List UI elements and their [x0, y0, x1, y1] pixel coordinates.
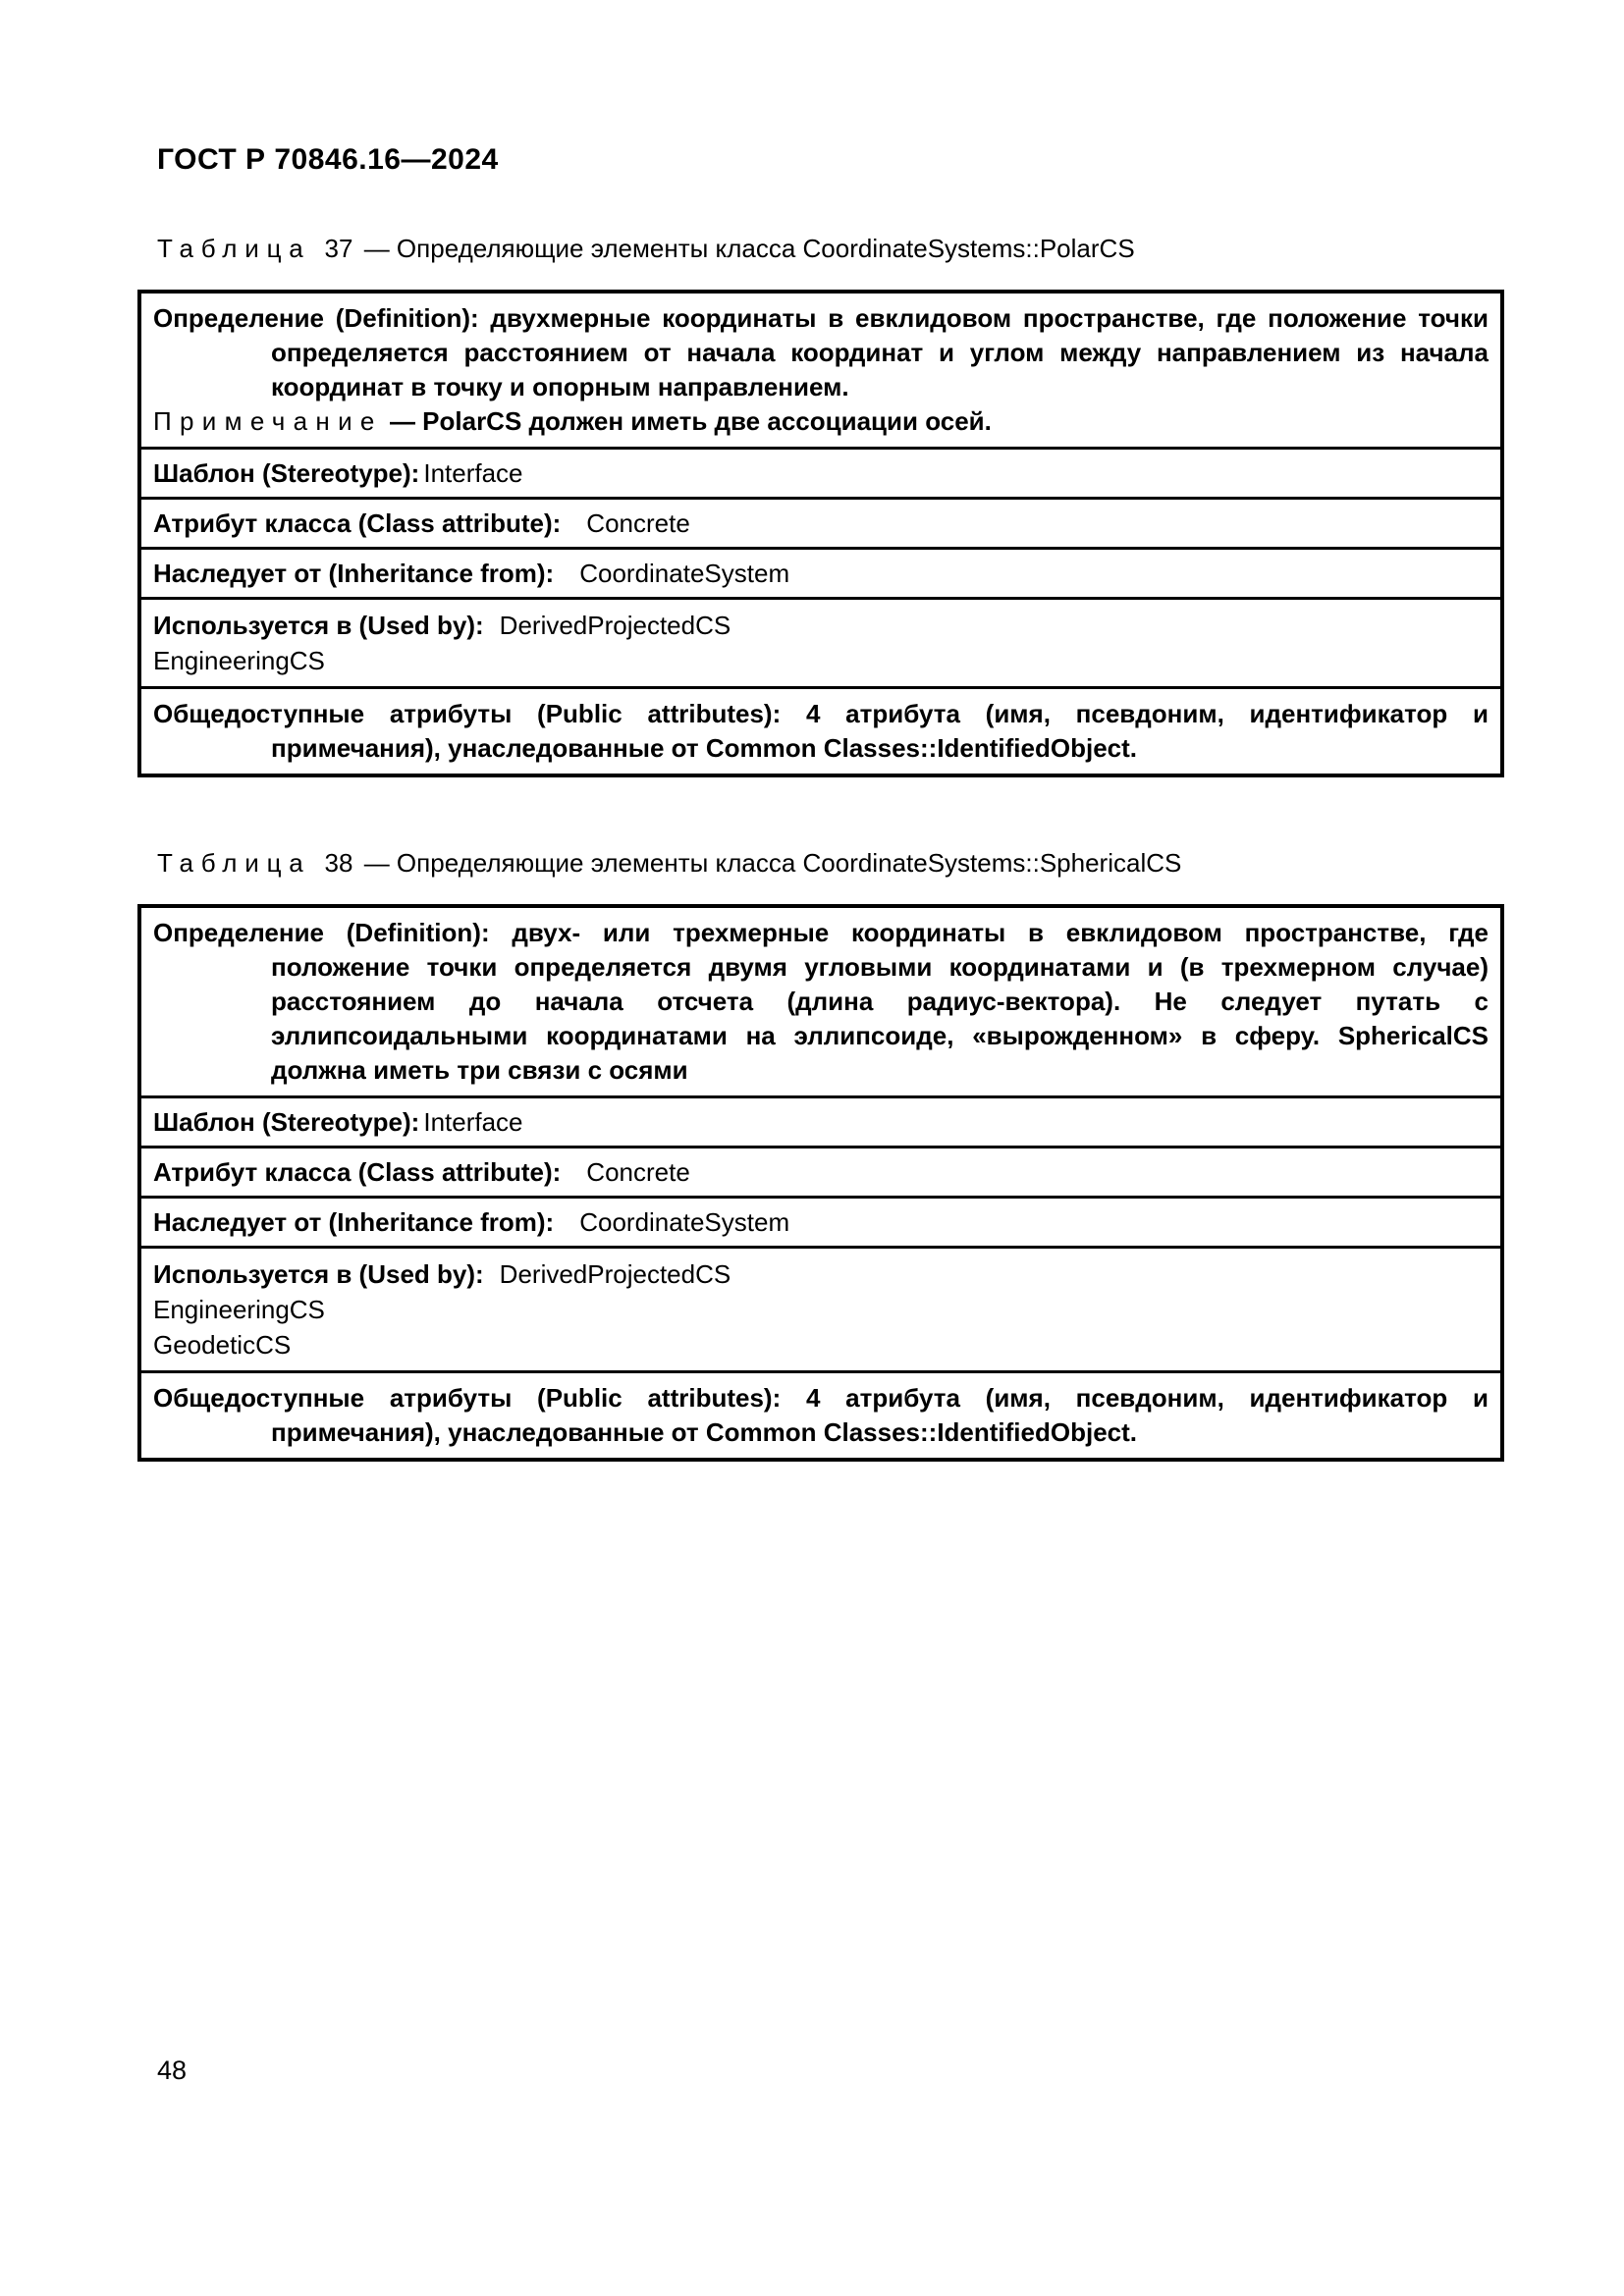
table-row-class-attribute — [141, 1148, 1500, 1199]
used-by-value: EngineeringCS — [153, 1295, 325, 1324]
page-content — [137, 0, 1504, 1462]
inheritance-value: CoordinateSystem — [579, 559, 790, 588]
definition-label: Определение (Definition): — [153, 918, 490, 947]
table-caption-word: Таблица — [157, 234, 311, 263]
inheritance-value: CoordinateSystem — [579, 1207, 790, 1237]
table-38 — [137, 904, 1504, 1462]
table-row-stereotype — [141, 450, 1500, 500]
page-number: 48 — [157, 2056, 188, 2085]
class-attribute-value: Concrete — [586, 508, 690, 538]
class-attribute-label: Атрибут класса (Class attribute): — [153, 1157, 562, 1187]
table-row-class-attribute — [141, 500, 1500, 550]
note-text: — PolarCS должен иметь две ассоциации осей. — [389, 406, 992, 436]
table-row-inheritance — [141, 1199, 1500, 1249]
table-row-public-attributes — [141, 1373, 1500, 1458]
public-attributes-label: Общедоступные атрибуты (Public attributes): — [153, 699, 782, 728]
table-row-definition — [141, 908, 1500, 1098]
table-caption-title: — Определяющие элементы класса CoordinateSystems::SphericalCS — [363, 848, 1182, 878]
inheritance-label: Наследует от (Inheritance from): — [153, 559, 555, 588]
table-caption-number: 38 — [324, 848, 353, 878]
stereotype-label: Шаблон (Stereotype): — [153, 458, 420, 488]
stereotype-value: Interface — [423, 1107, 523, 1137]
public-attributes-text: 4 атрибута (имя, псевдоним, идентификатор и примечания), унаследованные от Common Classes::IdentifiedObject. — [271, 1383, 1489, 1447]
definition-text: двухмерные координаты в евклидовом пространстве, где положение точки определяется расстоянием от начала координат и углом между направлением из начала координат в точку и опорным направлением. — [271, 303, 1489, 401]
table-caption-word: Таблица — [157, 848, 311, 878]
used-by-value: DerivedProjectedCS — [499, 611, 731, 640]
stereotype-value: Interface — [423, 458, 523, 488]
table-37 — [137, 290, 1504, 777]
used-by-value: DerivedProjectedCS — [499, 1259, 731, 1289]
table-row-definition — [141, 294, 1500, 450]
table-caption-number: 37 — [324, 234, 353, 263]
public-attributes-label: Общедоступные атрибуты (Public attributes): — [153, 1383, 782, 1413]
table-caption-title: — Определяющие элементы класса CoordinateSystems::PolarCS — [363, 234, 1135, 263]
note-label: Примечание — [153, 406, 383, 436]
inheritance-label: Наследует от (Inheritance from): — [153, 1207, 555, 1237]
note-paragraph — [153, 404, 1489, 439]
standard-designation: ГОСТ Р 70846.16—2024 — [157, 143, 499, 176]
used-by-value: GeodeticCS — [153, 1330, 292, 1360]
definition-label: Определение (Definition): — [153, 303, 479, 333]
table-row-used-by — [141, 1249, 1500, 1373]
stereotype-label: Шаблон (Stereotype): — [153, 1107, 420, 1137]
public-attributes-text: 4 атрибута (имя, псевдоним, идентификатор и примечания), унаследованные от Common Classes::IdentifiedObject. — [271, 699, 1489, 763]
definition-text: двух- или трехмерные координаты в евклидовом пространстве, где положение точки определяется двумя угловыми координатами и (в трехмерном случае) расстоянием до начала отсчета (длина радиус-вектора). Не следует путать с эллипсоидальными координатами на эллипсоиде, «вырожденном» в сферу. SphericalCS должна иметь три связи с осями — [271, 918, 1489, 1085]
used-by-label: Используется в (Used by): — [153, 611, 484, 640]
table-row-inheritance — [141, 550, 1500, 600]
table-row-public-attributes — [141, 689, 1500, 774]
table-38-caption — [157, 848, 1504, 879]
table-row-used-by — [141, 600, 1500, 689]
class-attribute-value: Concrete — [586, 1157, 690, 1187]
definition-paragraph — [153, 916, 1489, 1088]
table-37-caption — [157, 234, 1504, 264]
class-attribute-label: Атрибут класса (Class attribute): — [153, 508, 562, 538]
table-row-stereotype — [141, 1098, 1500, 1148]
used-by-value: EngineeringCS — [153, 646, 325, 675]
definition-paragraph — [153, 301, 1489, 404]
used-by-label: Используется в (Used by): — [153, 1259, 484, 1289]
